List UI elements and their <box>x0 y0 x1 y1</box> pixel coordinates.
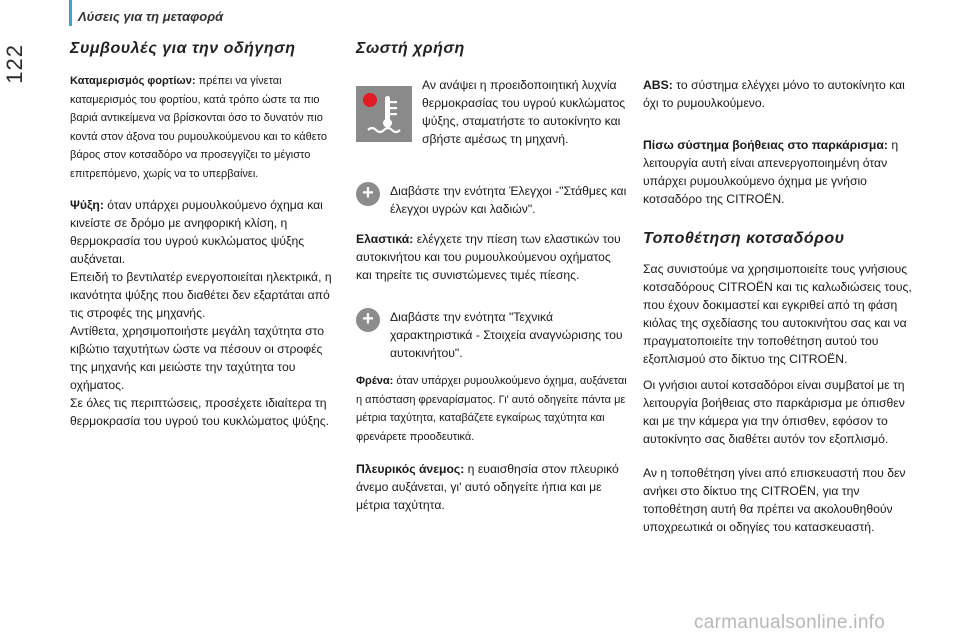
heading-towbar-fitting: Τοποθέτηση κοτσαδόρου <box>643 230 845 247</box>
parking-aid-text: η λειτουργία αυτή είναι απενεργοποιημένη όταν υπάρχει ρυμουλκούμενο όχημα με γνήσιο κοτσαδόρο της CITROËN. <box>643 138 899 206</box>
load-distribution-paragraph <box>70 72 342 183</box>
cooling-text: όταν υπάρχει ρυμουλκούμενο όχημα και κινείστε σε δρόμο με ανηφορική κλίση, η θερμοκρασία του υγρού κυκλώματος ψύξης αυξάνεται. <box>70 198 323 266</box>
brakes-label: Φρένα: <box>356 375 394 387</box>
gear-paragraph: Αντίθετα, χρησιμοποιήστε μεγάλη ταχύτητα στο κιβώτιο ταχυτήτων ώστε να πέσουν οι στροφές της μηχανής και μειώστε την ταχύτητα του οχήματος. <box>70 324 325 392</box>
towbar-paragraph-2: Οι γνήσιοι αυτοί κοτσαδόροι είναι συμβατοί με τη λειτουργία βοήθειας στο παρκάρισμα με όπισθεν και με την κάμερα για την όπισθεν, εφόσον το αυτοκίνητο σας διαθέτει αυτόν τον εξοπλισμό. <box>643 378 905 446</box>
coolant-warning-block <box>356 76 628 160</box>
section-title: Λύσεις για τη μεταφορά <box>78 9 224 24</box>
heading-correct-use: Σωστή χρήση <box>356 40 465 57</box>
brakes-text: όταν υπάρχει ρυμουλκούμενο όχημα, αυξάνεται η απόσταση φρεναρίσματος. Γι' αυτό οδηγείτε πάντα με μέτρια ταχύτητα, καταβάζετε εγκαίρως ταχύτητα και φρενάρετε προοδευτικά. <box>356 375 627 443</box>
tyres-text: ελέγχετε την πίεση των ελαστικών του αυτοκινήτου και του ρυμουλκούμενου οχήματος και τηρείτε τις συνιστώμενες τιμές πίεσης. <box>356 232 621 282</box>
tyres-paragraph <box>356 230 628 284</box>
coolant-temperature-warning-icon <box>356 86 412 142</box>
side-wind-label: Πλευρικός άνεμος: <box>356 462 465 476</box>
towbar-paragraph-3: Αν η τοποθέτηση γίνει από επισκευαστή που δεν ανήκει στο δίκτυο της CITROËN, για την τοποθέτηση αυτή θα πρέπει να ακολουθηθούν υποχρεωτικά οι οδηγίες του κατασκευαστή. <box>643 466 906 534</box>
brakes-paragraph <box>356 372 628 446</box>
load-label: Καταμερισμός φορτίων: <box>70 75 196 87</box>
load-text: πρέπει να γίνεται καταμερισμός του φορτίου, κατά τρόπο ώστε τα πιο βαριά αντικείμενα να βρίσκονται όσο το δυνατόν πιο κοντά στον άξονα του ρυμουλκούμενου και το κάθετο βάρος στον κοτσαδόρο να προσεγγίζει το μέγιστο επιτρεπόμενο, χωρίς να το υπερβαίνει. <box>70 75 327 180</box>
info-note-technical-data-text: Διαβάστε την ενότητα "Τεχνικά χαρακτηριστικά - Στοιχεία αναγνώρισης του αυτοκινήτου". <box>390 310 623 360</box>
abs-paragraph <box>643 76 918 112</box>
abs-text: το σύστημα ελέγχει μόνο το αυτοκίνητο και όχι το ρυμουλκούμενο. <box>643 78 905 110</box>
abs-label: ABS: <box>643 78 673 92</box>
page-number: 122 <box>2 44 27 84</box>
side-wind-paragraph <box>356 460 628 514</box>
plus-info-icon: + <box>356 182 380 206</box>
tyres-label: Ελαστικά: <box>356 232 414 246</box>
towbar-paragraph-1: Σας συνιστούμε να χρησιμοποιείτε τους γνήσιους κοτσαδόρους CITROËN και τις καλωδιώσεις τους, που έχουν δοκιμαστεί και εγκριθεί από τη φάση κιόλας της σχεδίασης του αυτοκινήτου σας και να πραγματοποιείτε την τοποθέτηση αυτού του εξοπλισμού στο δίκτυο της CITROËN. <box>643 262 912 366</box>
section-rule <box>69 0 72 26</box>
cooling-label: Ψύξη: <box>70 198 104 212</box>
column-driving-advice <box>70 40 342 428</box>
fan-paragraph: Επειδή το βεντιλατέρ ενεργοποιείται ηλεκτρικά, η ικανότητα ψύξης που διαθέτει δεν εξαρτάται από τις στροφές της μηχανής. <box>70 270 332 320</box>
heading-driving-advice: Συμβουλές για την οδήγηση <box>70 40 296 57</box>
info-note-fluid-levels-text: Διαβάστε την ενότητα Έλεγχοι -"Στάθμες και έλεγχοι υγρών και λαδιών". <box>390 184 627 216</box>
cooling-paragraph <box>70 196 342 268</box>
side-wind-text: η ευαισθησία στον πλευρικό άνεμο αυξάνεται, γι' αυτό οδηγείτε ήπια και με μέτρια ταχύτητα. <box>356 462 619 512</box>
parking-aid-label: Πίσω σύστημα βοήθειας στο παρκάρισμα: <box>643 138 888 152</box>
monitor-temp-paragraph: Σε όλες τις περιπτώσεις, προσέχετε ιδιαίτερα τη θερμοκρασία του υγρού του κυκλώματος ψύξης. <box>70 396 330 428</box>
coolant-warning-text: Αν ανάψει η προειδοποιητική λυχνία θερμοκρασίας του υγρού κυκλώματος ψύξης, σταματήστε το αυτοκίνητο και σβήστε αμέσως τη μηχανή. <box>422 78 626 146</box>
column-correct-use <box>356 40 628 512</box>
parking-aid-paragraph <box>643 136 918 208</box>
plus-info-icon: + <box>356 308 380 332</box>
watermark: carmanualsonline.info <box>694 612 886 633</box>
